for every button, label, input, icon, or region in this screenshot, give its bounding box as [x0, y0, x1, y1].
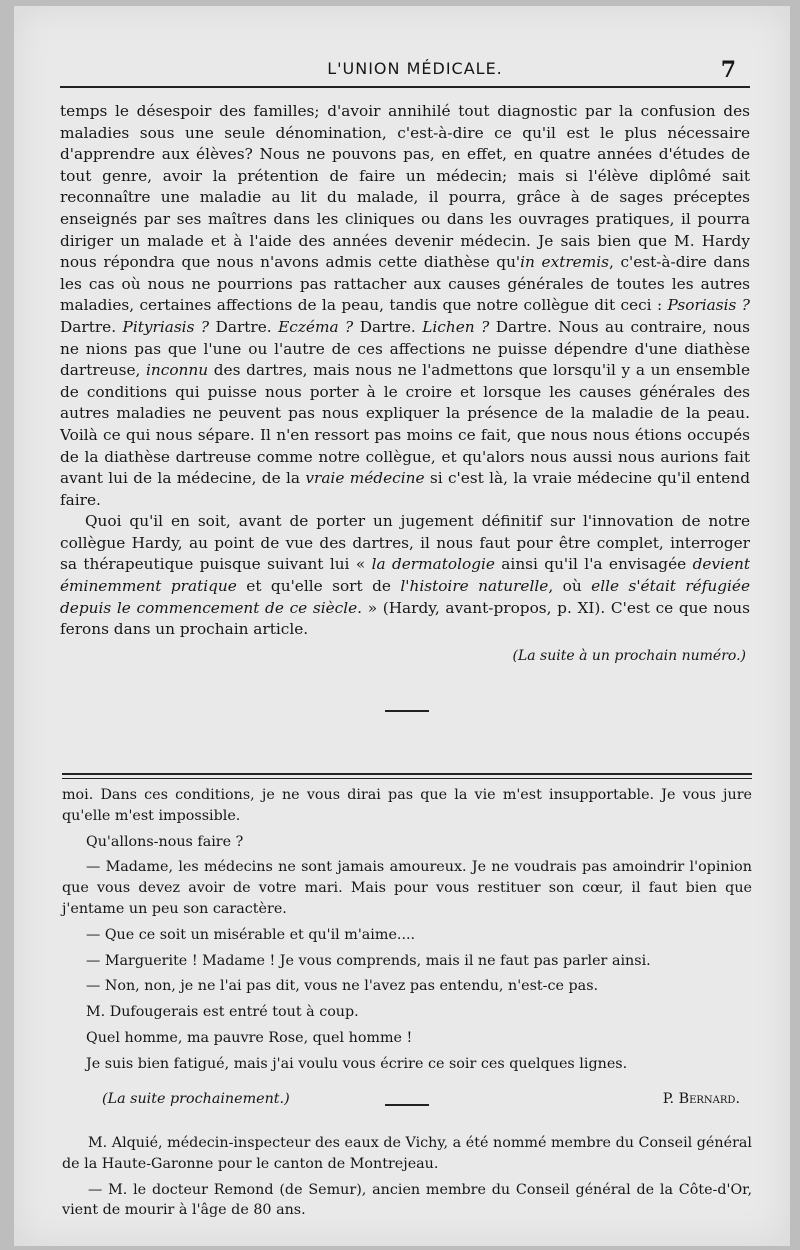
page-number: 7 [720, 57, 736, 83]
news-item: — M. le docteur Remond (de Semur), ancien membre du Conseil général de la Côte-d'Or, vient de mourir à l'âge de 80 ans. [62, 1181, 752, 1219]
running-header [72, 58, 758, 84]
feuilleton-line: — Non, non, je ne l'ai pas dit, vous ne l'avez pas entendu, n'est-ce pas. [86, 978, 599, 995]
feuilleton-footer [62, 1089, 752, 1110]
separator-rule [385, 710, 429, 712]
feuilleton-line: Qu'allons-nous faire ? [86, 833, 244, 850]
feuilleton-line: M. Dufougerais est entré tout à coup. [86, 1004, 359, 1021]
feuilleton-line: Je suis bien fatigué, mais j'ai voulu vous écrire ce soir ces quelques lignes. [86, 1055, 628, 1072]
news-items [62, 1133, 752, 1221]
feuilleton-line: — Marguerite ! Madame ! Je vous comprends, mais il ne faut pas parler ainsi. [86, 952, 651, 969]
feuilleton-line: moi. Dans ces conditions, je ne vous dirai pas que la vie m'est insupportable. Je vous jure qu'elle m'est impossible. [62, 787, 752, 824]
paragraph-2: Quoi qu'il en soit, avant de porter un jugement définitif sur l'innovation de notre collègue Hardy, au point de vue des dartres, il nous faut pour être complet, interroger sa thérapeutique puisque suivant lui « la dermatologie ainsi qu'il l'a envisagée devient éminemment pratique et qu'elle sort de l'histoire naturelle, où elle s'était réfugiée depuis le commencement de ce siècle. » (Hardy, avant-propos, p. XI). C'est ce que nous ferons dans un prochain article. [60, 512, 751, 639]
journal-title: L'UNION MÉDICALE. [327, 59, 503, 78]
feuilleton [62, 785, 752, 1109]
author-signature: P. Bernard. [662, 1090, 740, 1107]
header-rule [60, 86, 750, 88]
feuilleton-line: — Que ce soit un misérable et qu'il m'aime.... [86, 926, 416, 943]
news-item: M. Alquié, médecin-inspecteur des eaux de Vichy, a été nommé membre du Conseil général de la Haute-Garonne pour le canton de Montrejeau. [62, 1135, 752, 1172]
feuilleton-line: — Madame, les médecins ne sont jamais amoureux. Je ne voudrais pas amoindrir l'opinion que vous devez avoir de votre mari. Mais pour vous restituer son cœur, il faut bien que j'entame un peu son caractère. [62, 859, 752, 917]
feuilleton-continued: (La suite prochainement.) [102, 1090, 290, 1107]
paragraph-1: temps le désespoir des familles; d'avoir annihilé tout diagnostic par la confusion des maladies sous une seule dénomination, c'est-à-dire ce qu'il est le plus nécessaire d'apprendre aux élèves? Nous ne pouvons pas, en effet, en quatre années d'études de tout genre, avoir la prétention de faire un médecin; mais si l'élève diplômé sait reconnaître une maladie au lit du malade, il pourra, grâce à de sages préceptes enseignés par ses maîtres dans les cliniques ou dans les ouvrages pratiques, il pourra diriger un malade et à l'aide des années devenir médecin. Je sais bien que M. Hardy nous répondra que nous n'avons admis cette diathèse qu'in extremis, c'est-à-dire dans les cas où nous ne pourrions pas rattacher aux causes générales de toutes les autres maladies, certaines affections de la peau, tandis que notre collègue dit ceci : Psoriasis ? Dartre. Pityriasis ? Dartre. Eczéma ? Dartre. Lichen ? Dartre. Nous au contraire, nous ne nions pas que l'une ou l'autre de ces affections ne puisse dépendre d'une diathèse dartreuse, inconnu des dartres, mais nous ne l'admettons que lorsqu'il y a un ensemble de conditions qui puisse nous porter à le croire et lorsque les causes générales des autres maladies ne peuvent pas nous expliquer la présence de la maladie de la peau. Voilà ce qui nous sépare. Il n'en ressort pas moins ce fait, que nous nous étions occupés de la diathèse dartreuse comme notre collègue, et qu'alors nous aussi nous aurions fait avant lui de la médecine, de la vraie médecine si c'est là, la vraie médecine qu'il entend faire. [60, 102, 751, 509]
article-body [60, 101, 750, 667]
separator-rule [385, 1104, 429, 1106]
continued-note: (La suite à un prochain numéro.) [512, 647, 746, 664]
feuilleton-line: Quel homme, ma pauvre Rose, quel homme ! [86, 1029, 413, 1046]
feuilleton-divider [62, 773, 752, 779]
